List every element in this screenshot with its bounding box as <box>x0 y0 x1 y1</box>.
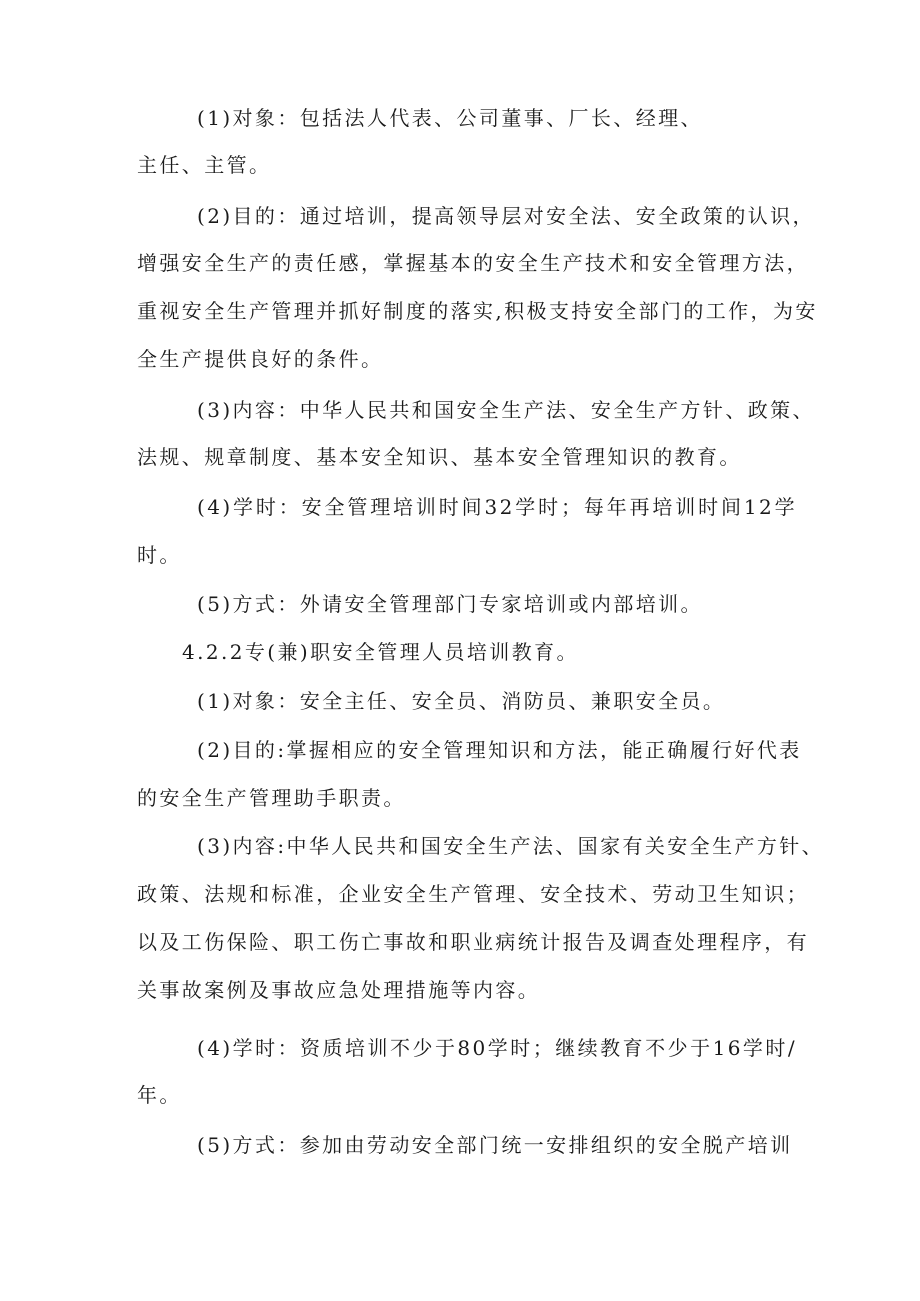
text-line: 主任、主管。 <box>137 153 272 177</box>
text-line: (3)内容：中华人民共和国安全生产法、安全生产方针、政策、 <box>197 398 815 422</box>
text-line: (4)学时：资质培训不少于80学时；继续教育不少于16学时/ <box>197 1036 797 1060</box>
text-line: 时。 <box>137 543 182 567</box>
text-line: 以及工伤保险、职工伤亡事故和职业病统计报告及调查处理程序，有 <box>137 930 809 954</box>
text-line: 政策、法规和标准，企业安全生产管理、安全技术、劳动卫生知识； <box>137 882 809 906</box>
text-line: (4)学时：安全管理培训时间32学时；每年再培训时间12学 <box>197 495 797 519</box>
text-line: 年。 <box>137 1083 182 1107</box>
text-line: (1)对象：安全主任、安全员、消防员、兼职安全员。 <box>197 689 726 713</box>
text-line: 增强安全生产的责任感，掌握基本的安全生产技术和安全管理方法， <box>137 251 809 275</box>
text-line: (1)对象：包括法人代表、公司董事、厂长、经理、 <box>197 106 703 130</box>
section-heading: 4.2.2专(兼)职安全管理人员培训教育。 <box>182 640 579 664</box>
text-line: (2)目的：通过培训，提高领导层对安全法、安全政策的认识， <box>197 204 815 228</box>
text-line: 重视安全生产管理并抓好制度的落实,积极支持安全部门的工作，为安 <box>137 299 818 323</box>
text-line: 全生产提供良好的条件。 <box>137 347 384 371</box>
text-line: 法规、规章制度、基本安全知识、基本安全管理知识的教育。 <box>137 445 742 469</box>
text-line: (2)目的:掌握相应的安全管理知识和方法，能正确履行好代表 <box>197 738 802 762</box>
text-line: (5)方式：外请安全管理部门专家培训或内部培训。 <box>197 592 703 616</box>
text-line: (5)方式：参加由劳动安全部门统一安排组织的安全脱产培训 <box>197 1133 793 1157</box>
text-line: (3)内容:中华人民共和国安全生产法、国家有关安全生产方针、 <box>197 834 825 858</box>
text-line: 的安全生产管理助手职责。 <box>137 786 406 810</box>
text-line: 关事故案例及事故应急处理措施等内容。 <box>137 978 541 1002</box>
